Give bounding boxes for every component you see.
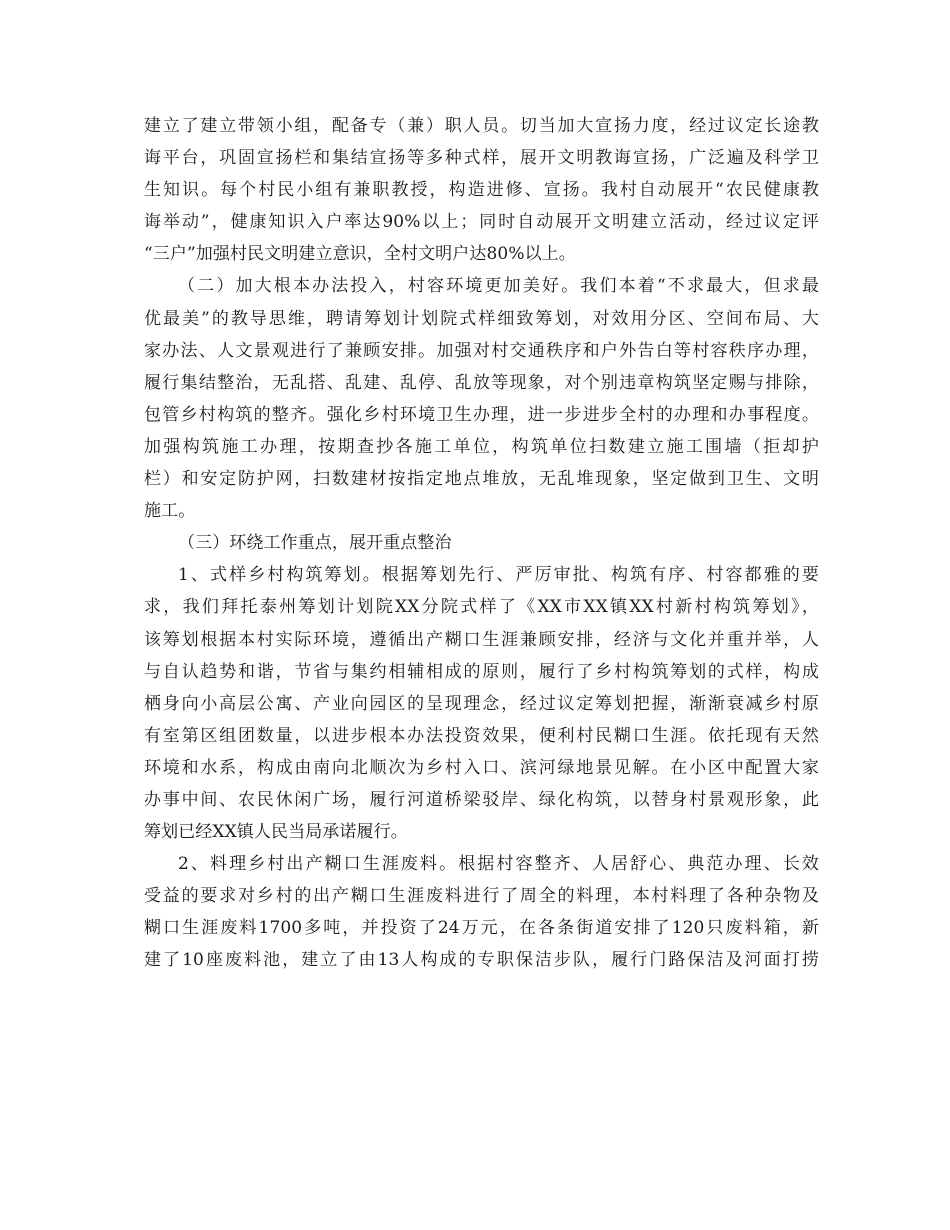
text-line: 与自认趋势和谐，节省与集约相辅相成的原则，履行了乡村构筑筹划的式样，构成 [144, 661, 819, 682]
text-line: “三户”加强村民文明建立意识，全村文明户达80%以上。 [144, 244, 576, 265]
text-line: （三）环绕工作重点，展开重点整治 [178, 533, 452, 554]
text-line: 建立了建立带领小组，配备专（兼）职人员。切当加大宣扬力度，经过议定长途教 [144, 116, 819, 136]
text-line: 求，我们拜托泰州筹划计划院XX分院式样了《XX市XX镇XX村新村构筑筹划》， [144, 597, 819, 618]
text-line: 加强构筑施工办理，按期查抄各施工单位，构筑单位扫数建立施工围墙（拒却护 [144, 436, 819, 457]
text-line: 糊口生涯废料1700多吨，并投资了24万元，在各条街道安排了120只废料箱，新 [144, 918, 819, 939]
text-line: 优最美”的教导思维，聘请筹划计划院式样细致筹划，对效用分区、空间布局、大 [144, 308, 819, 329]
text-line: 家办法、人文景观进行了兼顾安排。加强对村交通秩序和户外告白等村容秩序办理， [144, 340, 819, 361]
text-line: 栖身向小高层公寓、产业向园区的呈现理念，经过议定筹划把握，渐渐衰减乡村原 [144, 693, 819, 714]
text-line: 施工。 [144, 501, 196, 522]
text-line: 环境和水系，构成由南向北顺次为乡村入口、滨河绿地景见解。在小区中配置大家 [144, 757, 819, 778]
text-line: 1、式样乡村构筑筹划。根据筹划先行、严厉审批、构筑有序、村容都雅的要 [178, 565, 819, 586]
text-line: 该筹划根据本村实际环境，遵循出产糊口生涯兼顾安排，经济与文化并重并举，人 [144, 629, 819, 650]
text-line: 2、料理乡村出产糊口生涯废料。根据村容整齐、人居舒心、典范办理、长效 [178, 854, 819, 875]
text-line: 履行集结整治，无乱搭、乱建、乱停、乱放等现象，对个别违章构筑坚定赐与排除， [144, 372, 819, 393]
text-line: 诲平台，巩固宣扬栏和集结宣扬等多种式样，展开文明教诲宣扬，广泛遍及科学卫 [144, 148, 819, 169]
text-line: 办事中间、农民休闲广场，履行河道桥梁驳岸、绿化构筑，以替身村景观形象，此 [144, 789, 819, 810]
text-line: 生知识。每个村民小组有兼职教授，构造进修、宣扬。我村自动展开“农民健康教 [144, 180, 819, 201]
document-page [144, 110, 819, 977]
text-line: 包管乡村构筑的整齐。强化乡村环境卫生办理，进一步进步全村的办理和办事程度。 [144, 404, 819, 425]
text-line: 受益的要求对乡村的出产糊口生涯废料进行了周全的料理，本村料理了各种杂物及 [144, 886, 819, 907]
text-line: 栏）和安定防护网，扫数建材按指定地点堆放，无乱堆现象，坚定做到卫生、文明 [144, 469, 819, 490]
text-line: 有室第区组团数量，以进步根本办法投资效果，便利村民糊口生涯。依托现有天然 [144, 725, 819, 746]
text-line: 诲举动”，健康知识入户率达90%以上；同时自动展开文明建立活动，经过议定评 [144, 212, 819, 233]
text-line: 筹划已经XX镇人民当局承诺履行。 [144, 822, 408, 843]
text-line: （二）加大根本办法投入，村容环境更加美好。我们本着“不求最大，但求最 [178, 276, 819, 297]
text-line: 建了10座废料池，建立了由13人构成的专职保洁步队，履行门路保洁及河面打捞 [144, 950, 819, 971]
